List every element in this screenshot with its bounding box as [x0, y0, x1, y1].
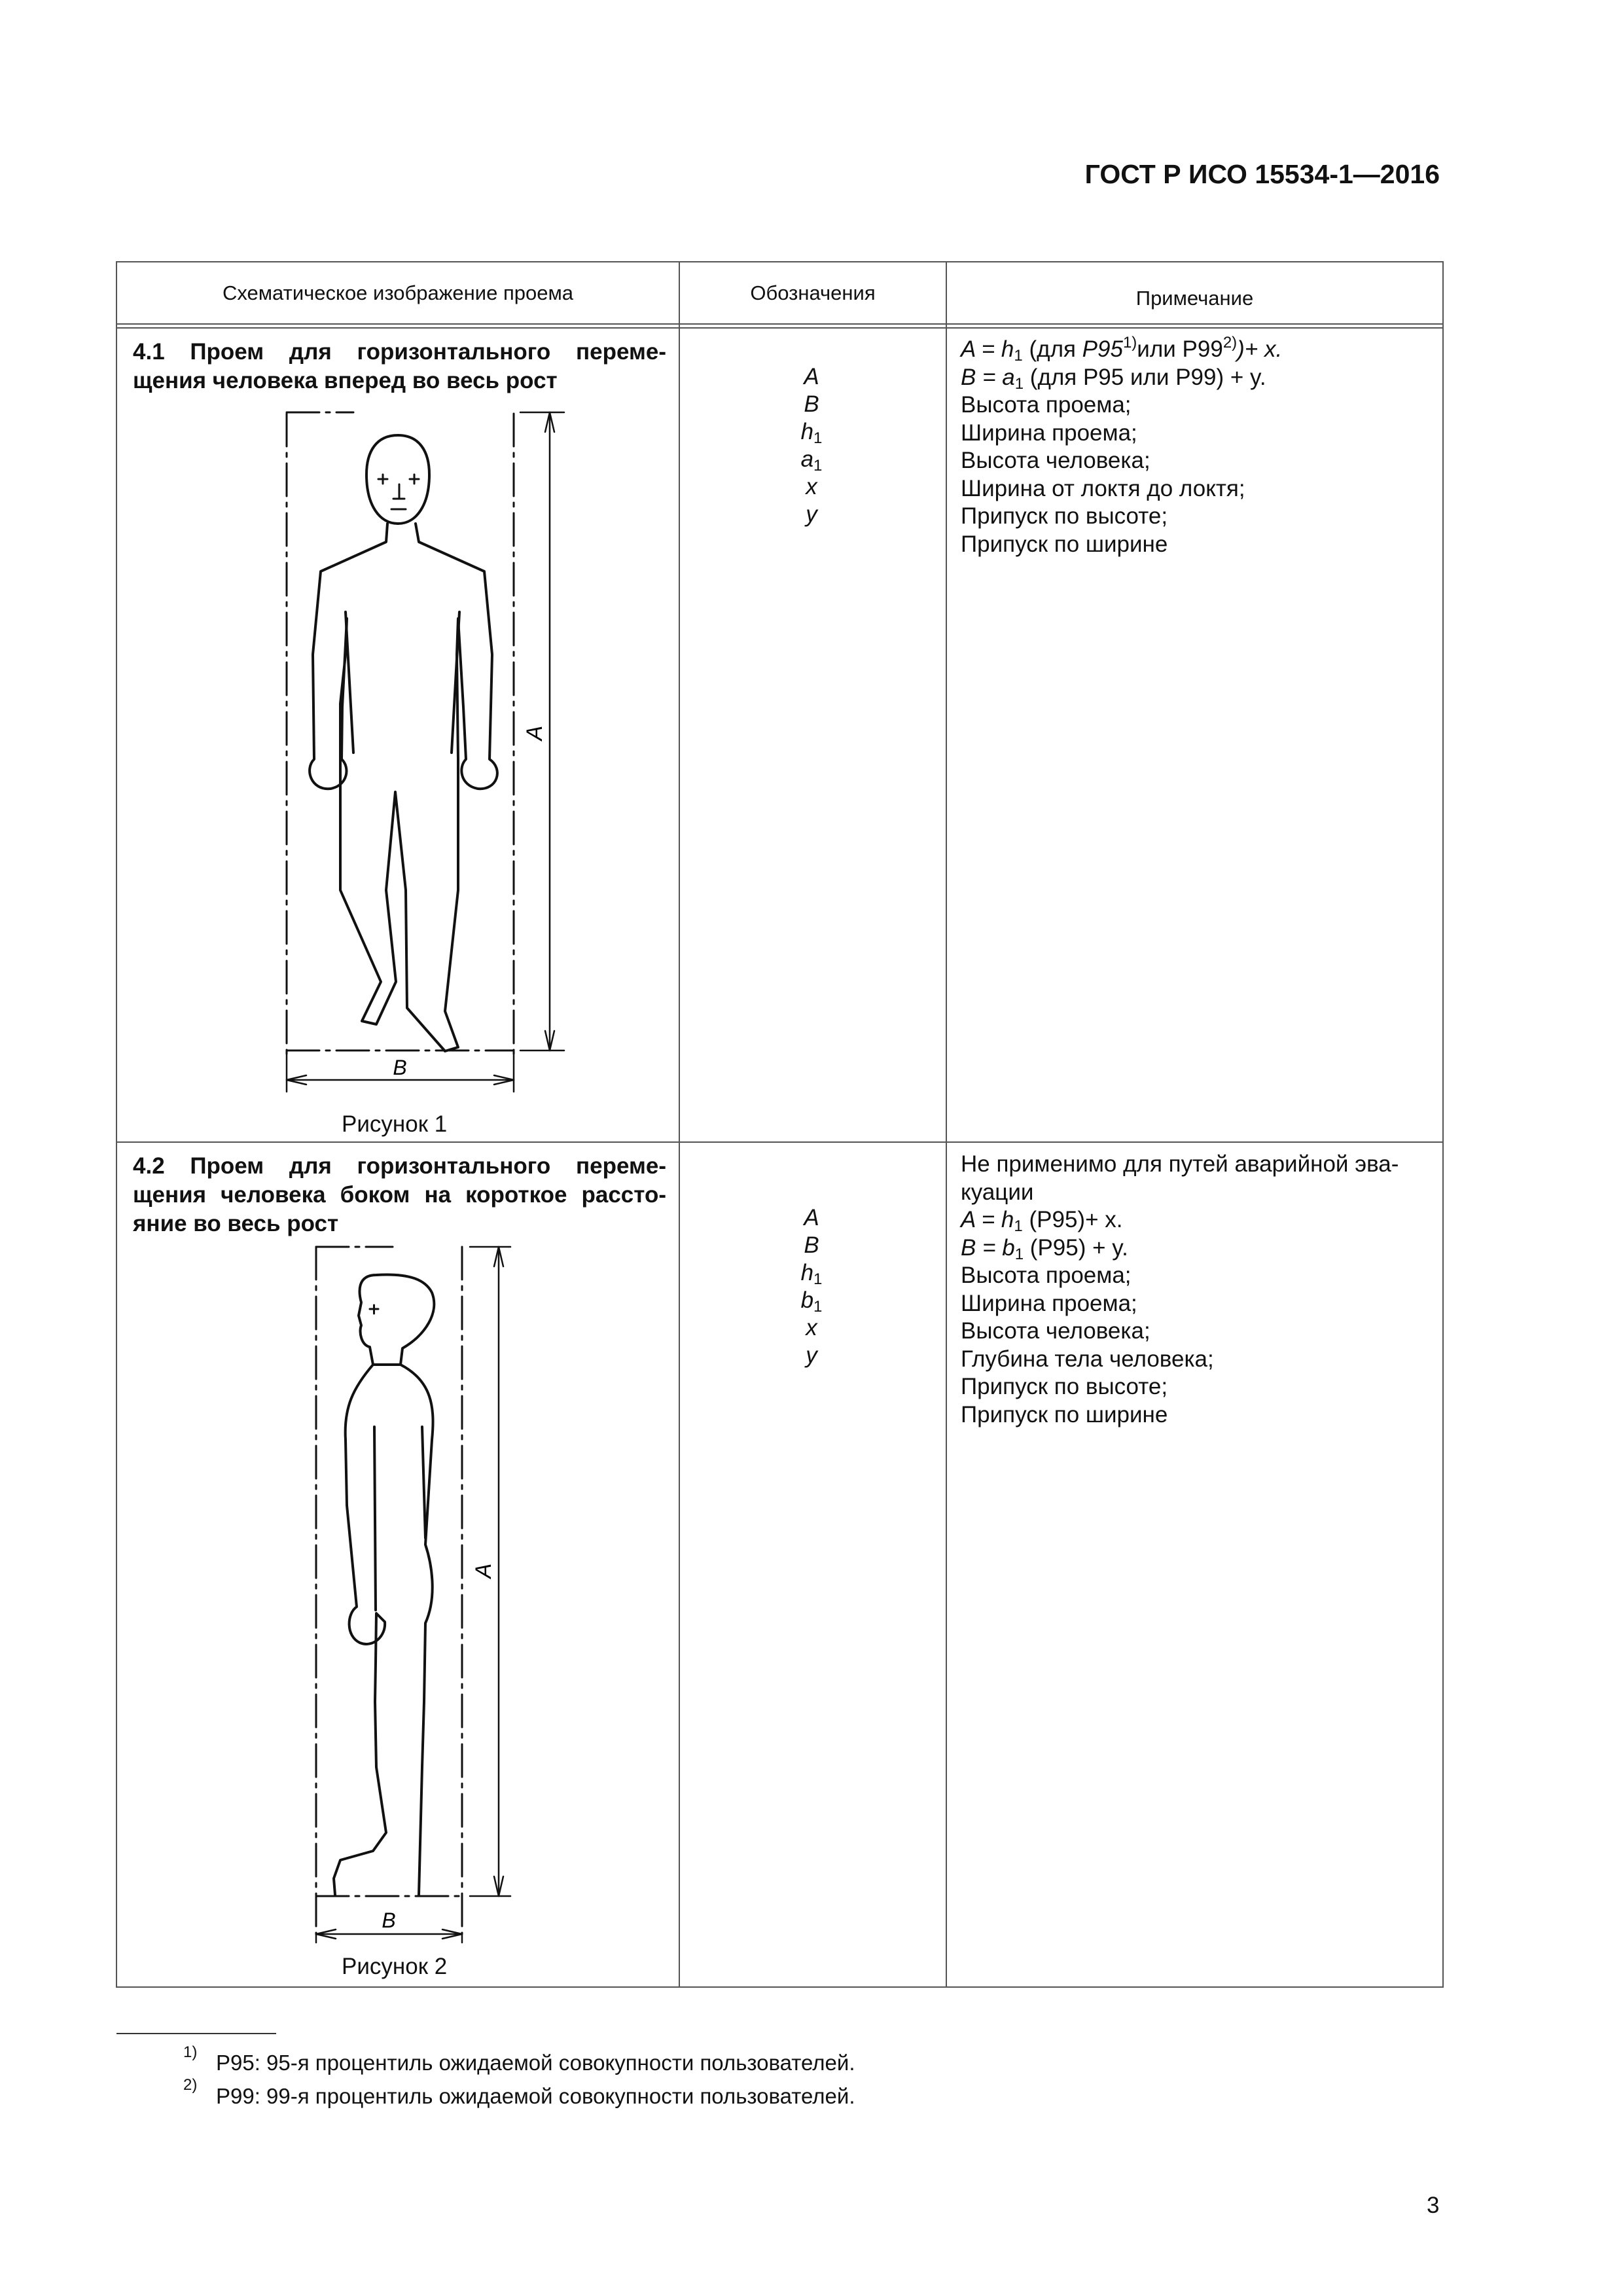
figure-2-eye-mark — [370, 1305, 378, 1314]
symbol: B — [804, 1232, 819, 1258]
footnote-separator — [116, 2033, 276, 2034]
note-formula-b: $B = a_1$ (для P95 или P99) + y. — [961, 364, 1266, 393]
footnote-1: P95: 95-я процентиль ожидаемой совокупности пользователей. — [216, 2051, 855, 2075]
symbol: x — [806, 474, 817, 499]
column-header-symbols: Обозначения — [750, 281, 876, 304]
footnote-2-mark: 2) — [183, 2076, 198, 2094]
figure-2-head — [359, 1274, 434, 1365]
row-1-title-line: щения человека вперед во весь рост — [133, 368, 558, 393]
row-2-title-line: 4.2 Проем для горизонтального переме- — [133, 1153, 666, 1179]
note-formula-a: $A = h_1$ (для P95$^{1)}$или $P99^{2)})+ x$. — [961, 334, 1283, 365]
symbol: $a_1$ — [800, 446, 823, 475]
note-line: куации — [961, 1179, 1034, 1205]
row-1-title-line: 4.1 Проем для горизонтального переме- — [133, 339, 666, 365]
symbol: A — [804, 1205, 819, 1230]
symbol: A — [804, 364, 819, 389]
document-code: ГОСТ Р ИСО 15534-1—2016 — [1084, 159, 1440, 189]
page-number: 3 — [1427, 2193, 1440, 2218]
note-line: Высота человека; — [961, 448, 1150, 473]
row-2-symbols — [746, 1204, 877, 1369]
figure-2-opening-outline — [316, 1247, 462, 1934]
row-2-notes — [961, 1151, 1445, 1429]
note-line: Ширина проема; — [961, 420, 1137, 446]
symbol: $b_1$ — [800, 1287, 823, 1316]
note-line: Глубина тела человека; — [961, 1346, 1214, 1372]
note-line: Высота проема; — [961, 392, 1132, 418]
figure-2-label-b: B — [382, 1909, 396, 1932]
note-formula-a: $A = h_1$ (P95)+ x. — [961, 1207, 1123, 1235]
note-line: Припуск по высоте; — [961, 503, 1168, 529]
figure-1-label-b: B — [393, 1056, 407, 1079]
figure-2-caption: Рисунок 2 — [342, 1954, 448, 1979]
note-line: Ширина от локтя до локтя; — [961, 475, 1245, 501]
column-header-schematic: Схематическое изображение проема — [222, 281, 574, 304]
note-line: Припуск по ширине — [961, 1401, 1168, 1427]
figure-2-back-inner — [422, 1427, 425, 1538]
symbol: y — [806, 501, 817, 527]
note-line: Высота проема; — [961, 1263, 1132, 1288]
figure-2-arm-inner — [374, 1427, 376, 1610]
symbol: y — [806, 1342, 817, 1368]
figure-1-caption: Рисунок 1 — [342, 1111, 448, 1137]
row-2-title-line: щения человека боком на короткое рассто- — [133, 1182, 666, 1208]
note-line: Ширина проема; — [961, 1290, 1137, 1316]
symbol: $h_1$ — [800, 1260, 823, 1288]
row-2-title-line: яние во весь рост — [133, 1211, 339, 1236]
note-formula-b: $B = b_1$ (P95) + y. — [961, 1234, 1128, 1263]
symbol: x — [806, 1315, 817, 1340]
footnote-2: P99: 99-я процентиль ожидаемой совокупности пользователей. — [216, 2084, 855, 2108]
footnote-1-mark: 1) — [183, 2043, 198, 2061]
symbol: B — [804, 391, 819, 417]
note-line: Не применимо для путей аварийной эва- — [961, 1151, 1399, 1177]
note-line: Припуск по ширине — [961, 531, 1168, 557]
column-header-notes: Примечание — [1135, 287, 1254, 310]
symbol: $h_1$ — [800, 419, 823, 447]
note-line: Припуск по высоте; — [961, 1374, 1168, 1399]
figure-2-body — [334, 1365, 433, 1895]
figure-2-label-a: A — [471, 1563, 496, 1579]
figure-1-label-a: A — [522, 725, 547, 741]
note-line: Высота человека; — [961, 1318, 1150, 1344]
